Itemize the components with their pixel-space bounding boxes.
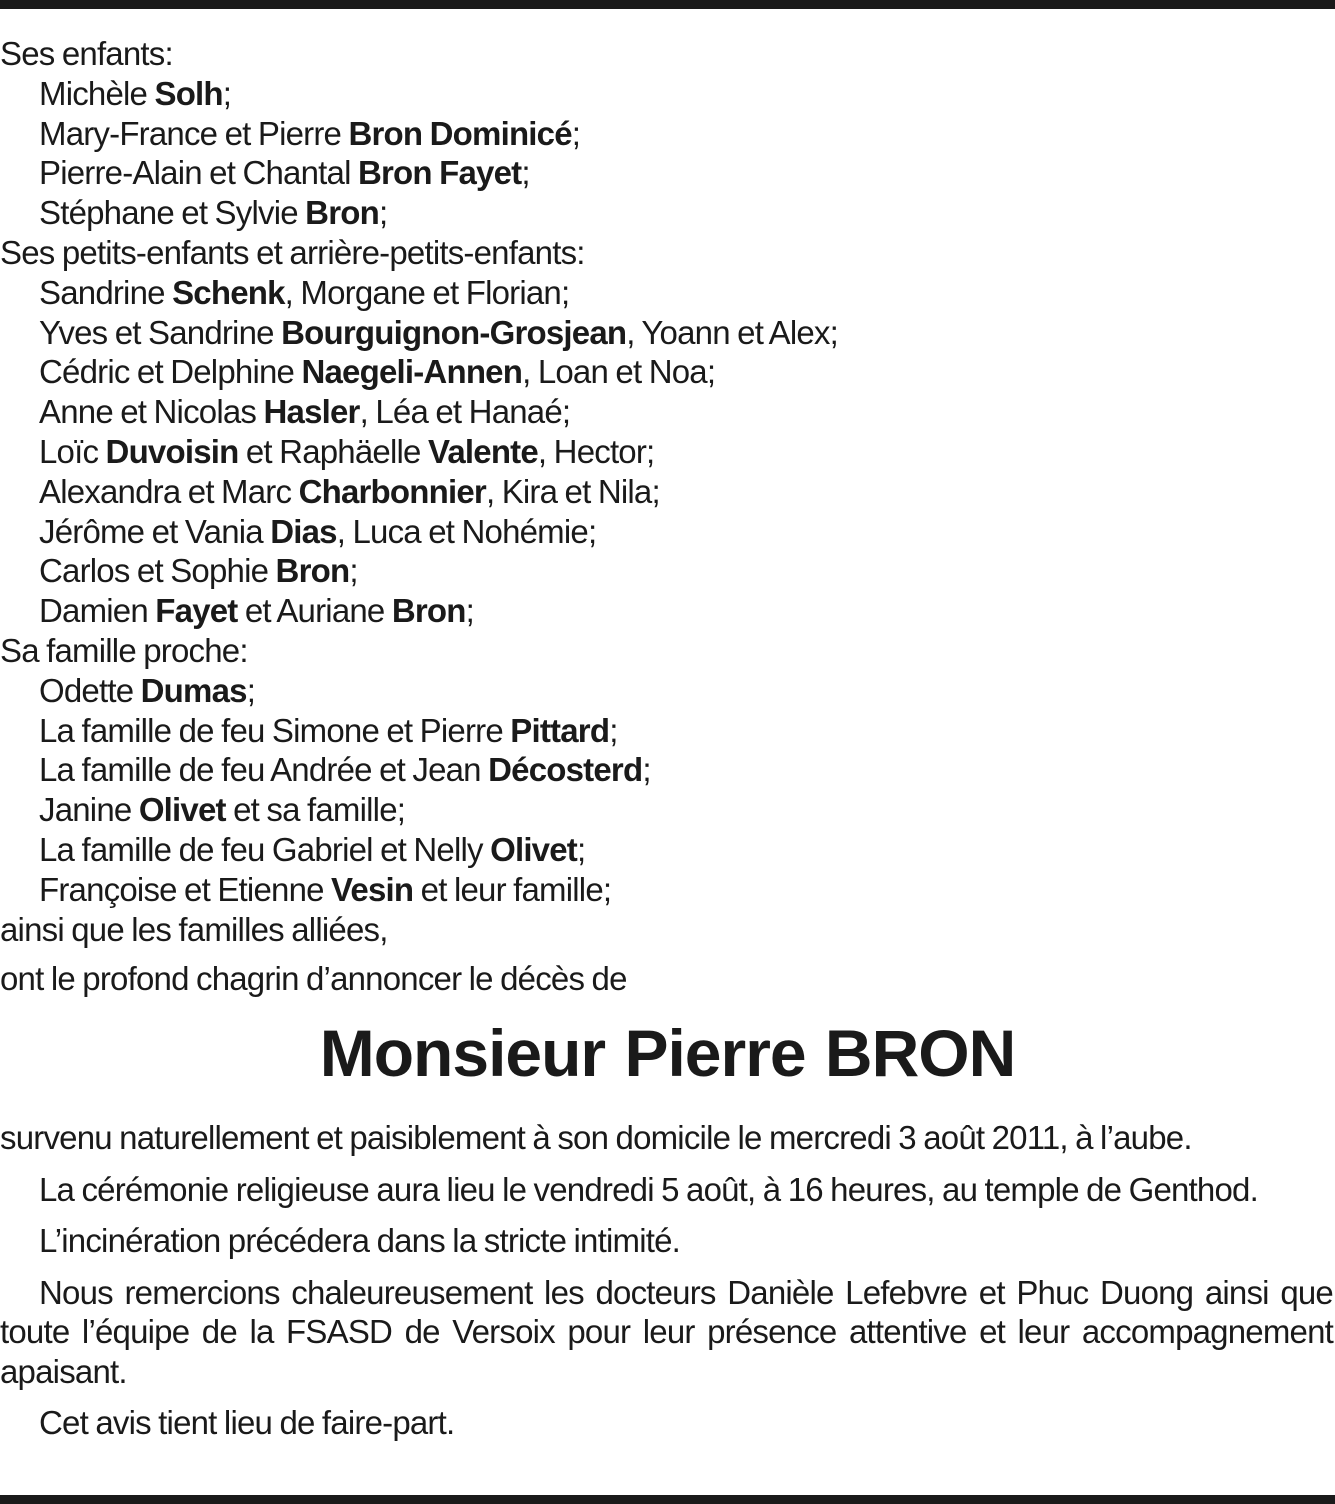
list-item <box>0 830 1333 870</box>
children-heading: Ses enfants: <box>0 35 173 72</box>
paragraph-circumstances: survenu naturellement et paisiblement à son domicile le mercredi 3 août 2011, à l’aube. <box>0 1119 1192 1157</box>
name-text: Cédric et Delphine <box>39 353 302 391</box>
name-text: ; <box>246 671 256 709</box>
name-text: La famille de feu Simone et Pierre <box>39 711 511 749</box>
paragraph-thanks: Nous remercions chaleureusement les docteurs Danièle Lefebvre et Phuc Duong ainsi que toute l’équipe de la FSASD de Versoix pour leur présence attentive et leur accompagnement apaisant. <box>0 1273 1333 1390</box>
children-list <box>0 74 1333 233</box>
list-item <box>0 114 1333 154</box>
surname: Dumas <box>140 671 247 709</box>
bottom-rule <box>0 1495 1335 1504</box>
surname: Bron <box>305 194 379 232</box>
paragraph-notice: Cet avis tient lieu de faire-part. <box>39 1404 455 1442</box>
name-text: ; <box>349 552 358 590</box>
surname: Naegeli-Annen <box>301 353 523 391</box>
name-text: ; <box>609 711 618 749</box>
grandchildren-list <box>0 273 1333 631</box>
name-text: ; <box>642 751 651 789</box>
name-text: et sa famille; <box>225 791 406 829</box>
grandchildren-heading: Ses petits-enfants et arrière-petits-enfants: <box>0 233 585 271</box>
list-item <box>0 551 1333 591</box>
surname: Bron Fayet <box>357 154 522 192</box>
name-text: , Yoann et Alex; <box>626 313 838 351</box>
list-item <box>0 750 1333 790</box>
allied-families-line: ainsi que les familles alliées, <box>0 910 388 948</box>
surname: Décosterd <box>488 751 643 789</box>
close-family-heading: Sa famille proche: <box>0 631 248 669</box>
name-text: ; <box>378 194 388 232</box>
surname: Bron <box>391 592 466 630</box>
list-item <box>0 313 1333 353</box>
name-text: Mary-France et Pierre <box>39 114 349 152</box>
surname: Bron <box>275 552 350 590</box>
name-text: , Kira et Nila; <box>485 472 660 510</box>
name-text: , Léa et Hanaé; <box>359 393 571 431</box>
surname: Charbonnier <box>298 472 486 510</box>
name-text: Janine <box>39 791 139 829</box>
list-item <box>0 153 1333 193</box>
top-rule <box>0 0 1335 9</box>
surname: Hasler <box>263 393 360 431</box>
list-item <box>0 512 1333 552</box>
name-text: Yves et Sandrine <box>39 313 282 351</box>
name-text: ; <box>222 74 232 112</box>
name-text: ; <box>521 154 530 192</box>
name-text: , Luca et Nohémie; <box>336 512 597 550</box>
name-text: Odette <box>39 671 141 709</box>
name-text: ; <box>571 114 581 152</box>
name-text: Carlos et Sophie <box>39 552 276 590</box>
surname: Pittard <box>510 711 610 749</box>
name-text: , Hector; <box>537 432 655 470</box>
obituary-notice <box>0 34 1333 1443</box>
name-text: La famille de feu Andrée et Jean <box>39 751 489 789</box>
name-text: ; <box>576 830 586 868</box>
deceased-name: Monsieur Pierre BRON <box>319 1016 1016 1091</box>
name-text: Damien <box>39 592 156 630</box>
name-text: Loïc <box>39 432 106 470</box>
surname: Dias <box>270 512 337 550</box>
name-text: Stéphane et Sylvie <box>39 194 306 232</box>
list-item <box>0 790 1333 830</box>
name-text: Jérôme et Vania <box>39 512 271 550</box>
name-text: ; <box>465 592 475 630</box>
surname: Fayet <box>155 592 238 630</box>
surname: Olivet <box>490 830 577 868</box>
name-text: Alexandra et Marc <box>39 472 299 510</box>
paragraph-ceremony: La cérémonie religieuse aura lieu le vendredi 5 août, à 16 heures, au temple de Genthod. <box>39 1170 1258 1208</box>
surname: Bron Dominicé <box>348 114 572 152</box>
name-text: La famille de feu Gabriel et Nelly <box>39 830 491 868</box>
name-text: et Auriane <box>237 592 392 630</box>
surname: Duvoisin <box>105 432 239 470</box>
name-text: Anne et Nicolas <box>39 393 264 431</box>
surname: Solh <box>154 74 223 112</box>
list-item <box>0 711 1333 751</box>
surname: Valente <box>427 432 538 470</box>
name-text: Françoise et Etienne <box>39 870 332 908</box>
name-text: , Loan et Noa; <box>522 353 716 391</box>
list-item <box>0 273 1333 313</box>
list-item <box>0 472 1333 512</box>
list-item <box>0 352 1333 392</box>
surname: Vesin <box>331 870 414 908</box>
list-item <box>0 591 1333 631</box>
name-text: Pierre-Alain et Chantal <box>39 154 358 192</box>
list-item <box>0 74 1333 114</box>
paragraph-incineration: L’incinération précédera dans la stricte intimité. <box>39 1222 681 1260</box>
list-item <box>0 870 1333 910</box>
name-text: et Raphäelle <box>238 432 428 470</box>
announcement-line: ont le profond chagrin d’annoncer le décès de <box>0 960 627 998</box>
close-family-list <box>0 671 1333 910</box>
name-text: Michèle <box>39 74 155 112</box>
list-item <box>0 193 1333 233</box>
list-item <box>0 392 1333 432</box>
name-text: , Morgane et Florian; <box>284 273 570 311</box>
list-item <box>0 671 1333 711</box>
name-text: et leur famille; <box>413 870 612 908</box>
list-item <box>0 432 1333 472</box>
surname: Olivet <box>138 791 226 829</box>
surname: Schenk <box>172 273 285 311</box>
surname: Bourguignon-Grosjean <box>281 313 627 351</box>
name-text: Sandrine <box>39 273 173 311</box>
